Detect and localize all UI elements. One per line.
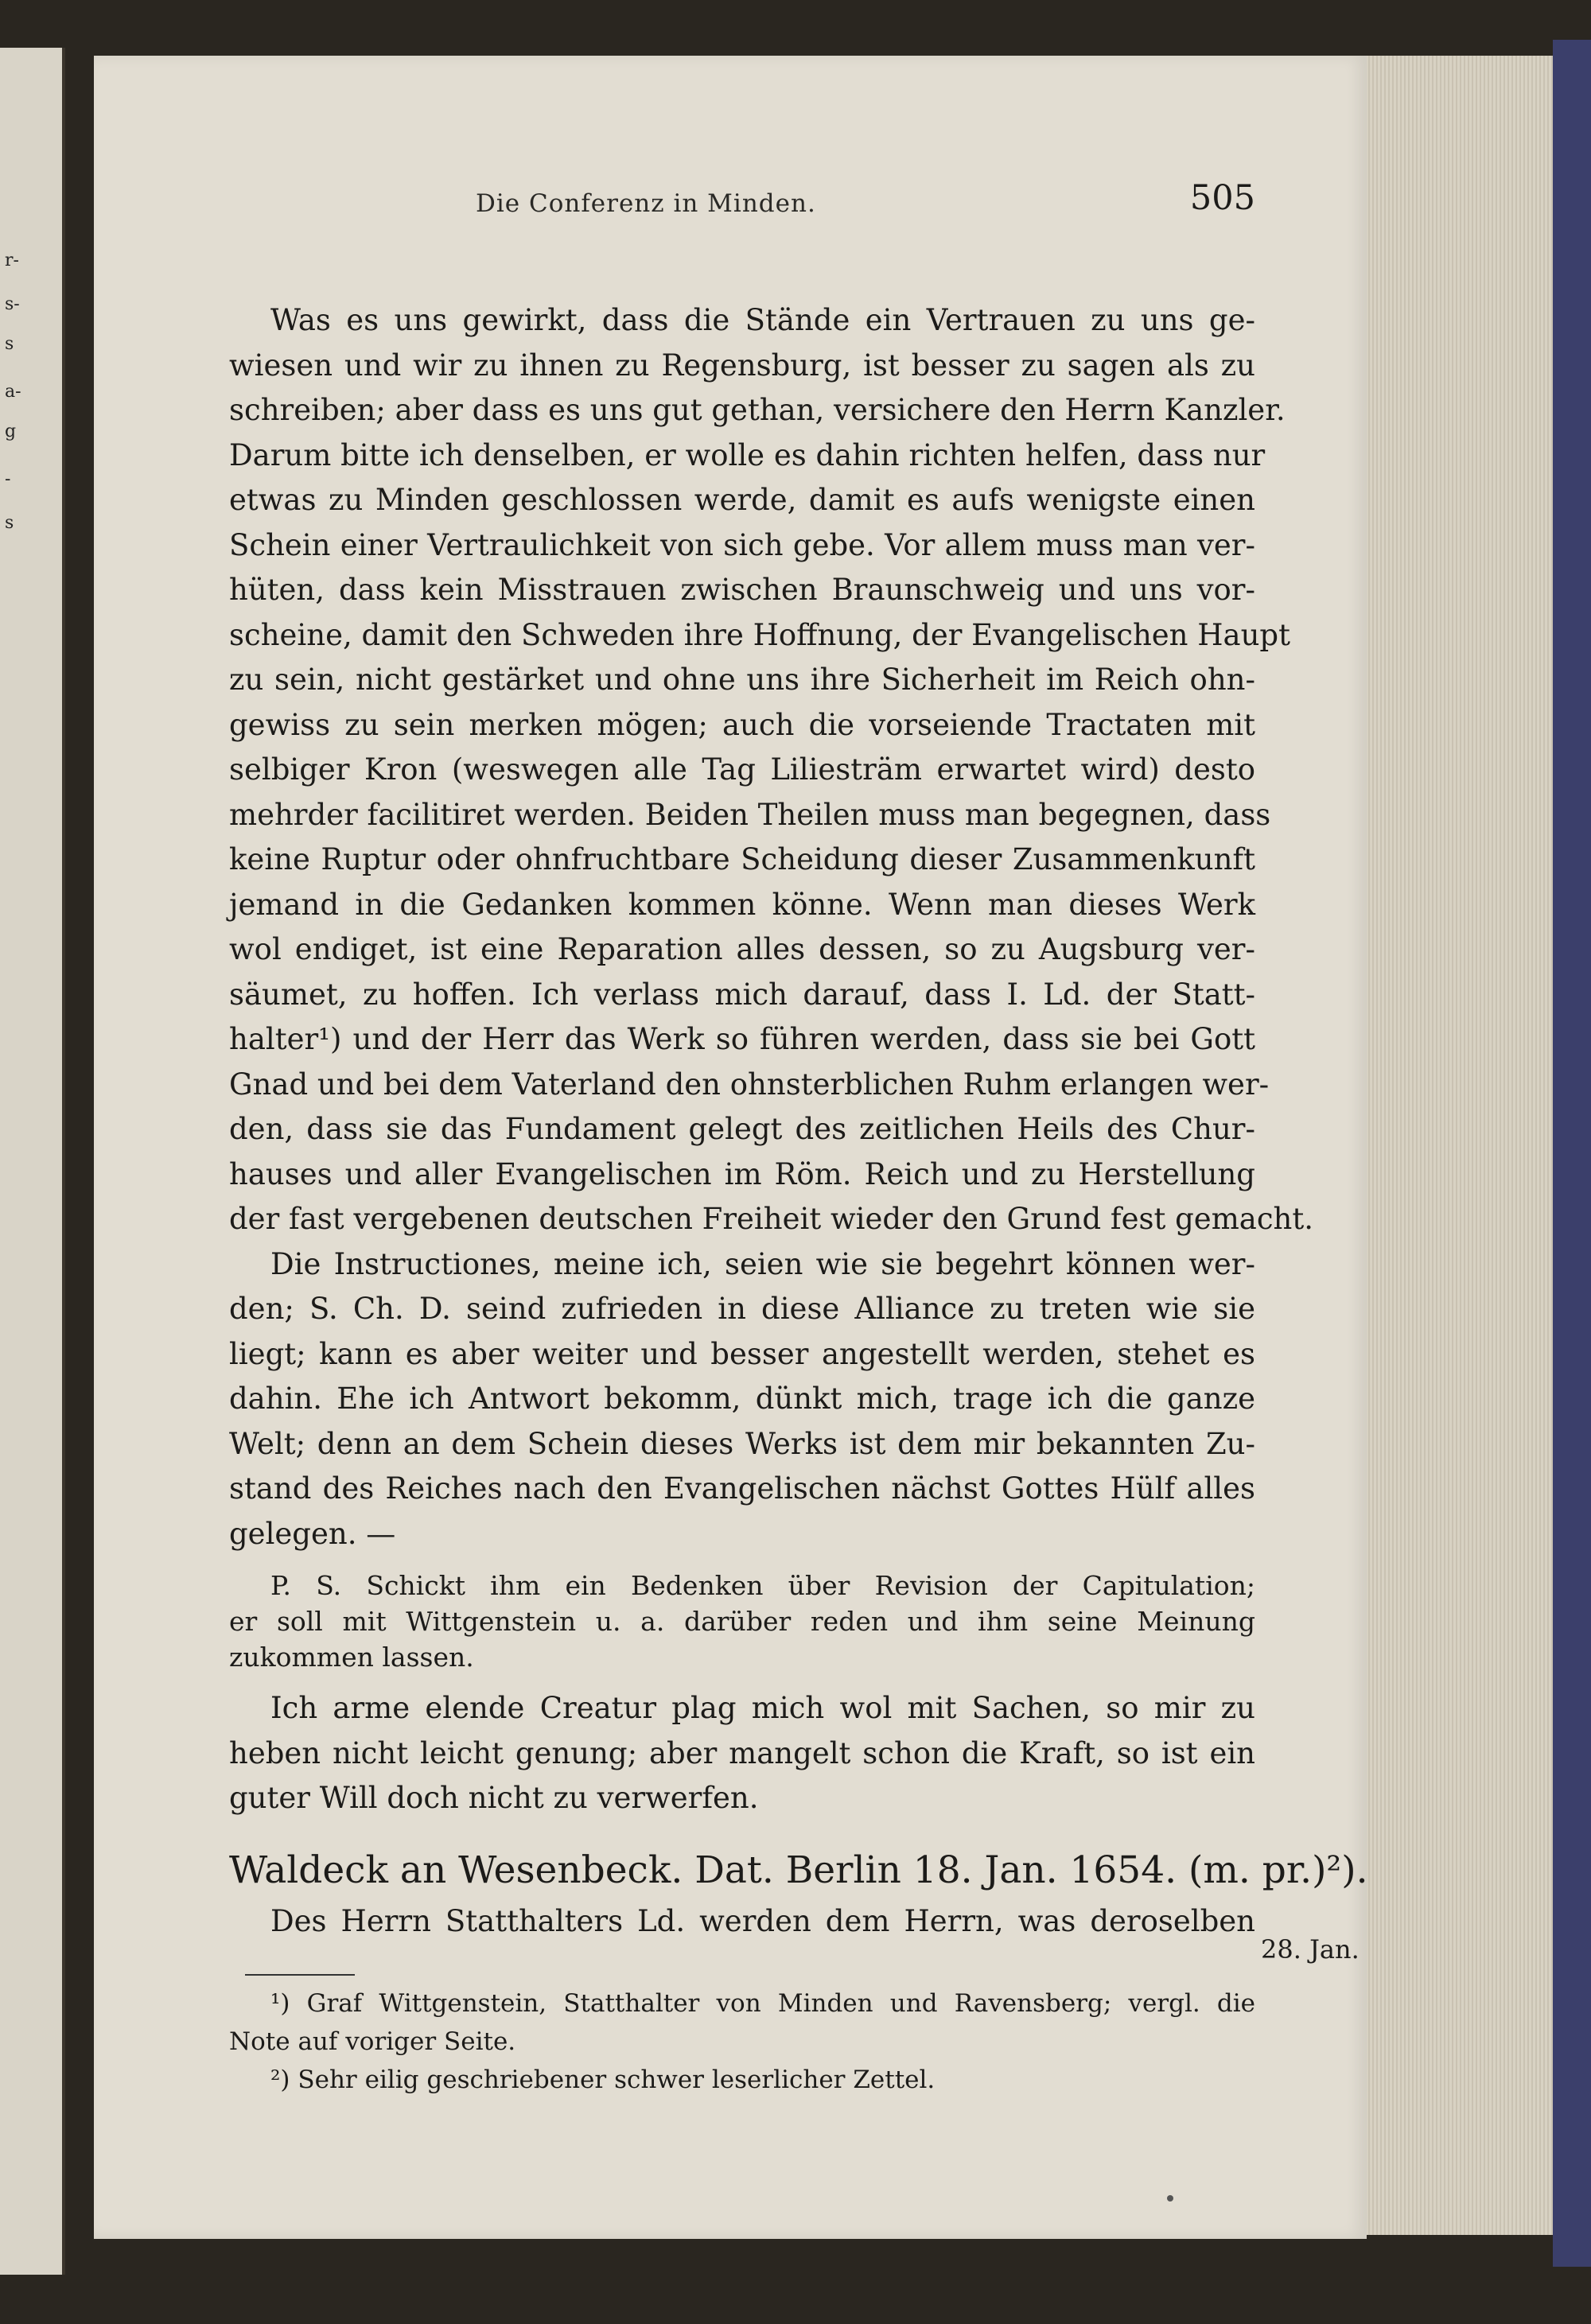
text-line: Welt; denn an dem Schein dieses Werks ist dem mir bekannten Zu- bbox=[229, 1426, 1255, 1461]
footnote-line: ²) Sehr eilig geschriebener schwer leserlicher Zettel. bbox=[270, 2066, 936, 2094]
left-fragment: s- bbox=[5, 294, 20, 314]
postscript bbox=[229, 1568, 1255, 1675]
text-line: scheine, damit den Schweden ihre Hoffnung, der Evangelischen Haupt bbox=[229, 617, 1290, 652]
text-line: liegt; kann es aber weiter und besser angestellt werden, stehet es bbox=[229, 1336, 1255, 1371]
margin-date-note: 28. Jan. bbox=[1261, 1934, 1360, 1965]
page-edge-stack bbox=[1362, 56, 1556, 2235]
footnote-rule bbox=[245, 1974, 355, 1976]
paper-speck bbox=[1167, 2195, 1173, 2202]
text-line: den; S. Ch. D. seind zufrieden in diese Alliance zu treten wie sie bbox=[229, 1292, 1255, 1326]
text-line: gewiss zu sein merken mögen; auch die vorseiende Tractaten mit bbox=[229, 707, 1255, 742]
footnotes bbox=[229, 1984, 1255, 2099]
footnote-line: Note auf voriger Seite. bbox=[229, 2027, 516, 2056]
text-line: wol endiget, ist eine Reparation alles dessen, so zu Augsburg ver- bbox=[229, 932, 1255, 966]
text-line: der fast vergebenen deutschen Freiheit wieder den Grund fest gemacht. bbox=[229, 1202, 1314, 1236]
text-line: Was es uns gewirkt, dass die Stände ein Vertrauen zu uns ge- bbox=[270, 303, 1255, 337]
left-fragment: r- bbox=[5, 251, 19, 270]
text-line: Des Herrn Statthalters Ld. werden dem Herrn, was deroselben bbox=[270, 1903, 1255, 1938]
text-line: zu sein, nicht gestärket und ohne uns ihre Sicherheit im Reich ohn- bbox=[229, 663, 1255, 697]
ps-line: P. S. Schickt ihm ein Bedenken über Revision der Capitulation; bbox=[270, 1570, 1255, 1601]
text-line: etwas zu Minden geschlossen werde, damit es aufs wenigste einen bbox=[229, 483, 1255, 517]
left-fragment: s bbox=[5, 334, 14, 354]
page-number: 505 bbox=[1189, 178, 1255, 218]
text-line: Gnad und bei dem Vaterland den ohnsterblichen Ruhm erlangen wer- bbox=[229, 1067, 1270, 1102]
text-line: keine Ruptur oder ohnfruchtbare Scheidung dieser Zusammenkunft bbox=[229, 842, 1255, 876]
text-line: Schein einer Vertraulichkeit von sich gebe. Vor allem muss man ver- bbox=[229, 527, 1255, 562]
text-line: stand des Reiches nach den Evangelischen nächst Gottes Hülf alles bbox=[229, 1471, 1255, 1506]
left-fragment: - bbox=[5, 469, 11, 489]
text-line: Ich arme elende Creatur plag mich wol mit Sachen, so mir zu bbox=[270, 1691, 1255, 1725]
text-line: Die Instructiones, meine ich, seien wie sie begehrt können wer- bbox=[270, 1246, 1255, 1281]
text-line: säumet, zu hoffen. Ich verlass mich darauf, dass I. Ld. der Statt- bbox=[229, 977, 1255, 1012]
text-line: dahin. Ehe ich Antwort bekomm, dünkt mich, trage ich die ganze bbox=[229, 1382, 1255, 1416]
left-fragment: g bbox=[5, 422, 17, 441]
footnote-line: ¹) Graf Wittgenstein, Statthalter von Minden und Ravensberg; vergl. die bbox=[270, 1989, 1255, 2018]
text-line: gelegen. — bbox=[229, 1516, 396, 1551]
text-line: heben nicht leicht genung; aber mangelt schon die Kraft, so ist ein bbox=[229, 1735, 1255, 1770]
ps-line: zukommen lassen. bbox=[229, 1642, 474, 1673]
body-text bbox=[229, 298, 1368, 1944]
text-line: hüten, dass kein Misstrauen zwischen Braunschweig und uns vor- bbox=[229, 573, 1255, 607]
page-header bbox=[476, 173, 1255, 221]
text-line: den, dass sie das Fundament gelegt des zeitlichen Heils des Chur- bbox=[229, 1112, 1255, 1146]
letter-heading: Waldeck an Wesenbeck. Dat. Berlin 18. Jan. 1654. (m. pr.)²). bbox=[229, 1848, 1368, 1892]
text-line: guter Will doch nicht zu verwerfen. bbox=[229, 1781, 759, 1815]
text-line: selbiger Kron (weswegen alle Tag Liliesträm erwartet wird) desto bbox=[229, 752, 1255, 787]
left-fragment: a- bbox=[5, 382, 21, 402]
left-fragment: s bbox=[5, 513, 14, 533]
text-line: mehrder facilitiret werden. Beiden Theilen muss man begegnen, dass bbox=[229, 797, 1271, 832]
text-line: schreiben; aber dass es uns gut gethan, versichere den Herrn Kanzler. bbox=[229, 393, 1286, 427]
adjacent-page-strip bbox=[0, 48, 65, 2275]
text-line: wiesen und wir zu ihnen zu Regensburg, ist besser zu sagen als zu bbox=[229, 348, 1255, 383]
text-line: jemand in die Gedanken kommen könne. Wenn man dieses Werk bbox=[229, 887, 1255, 922]
book-page bbox=[94, 56, 1367, 2239]
ps-line: er soll mit Wittgenstein u. a. darüber reden und ihm seine Meinung bbox=[229, 1606, 1255, 1637]
book-cover bbox=[1553, 40, 1591, 2267]
text-line: Darum bitte ich denselben, er wolle es dahin richten helfen, dass nur bbox=[229, 437, 1266, 472]
text-line: hauses und aller Evangelischen im Röm. Reich und zu Herstellung bbox=[229, 1156, 1255, 1191]
running-title: Die Conferenz in Minden. bbox=[476, 189, 816, 218]
text-line: halter¹) und der Herr das Werk so führen werden, dass sie bei Gott bbox=[229, 1022, 1255, 1056]
